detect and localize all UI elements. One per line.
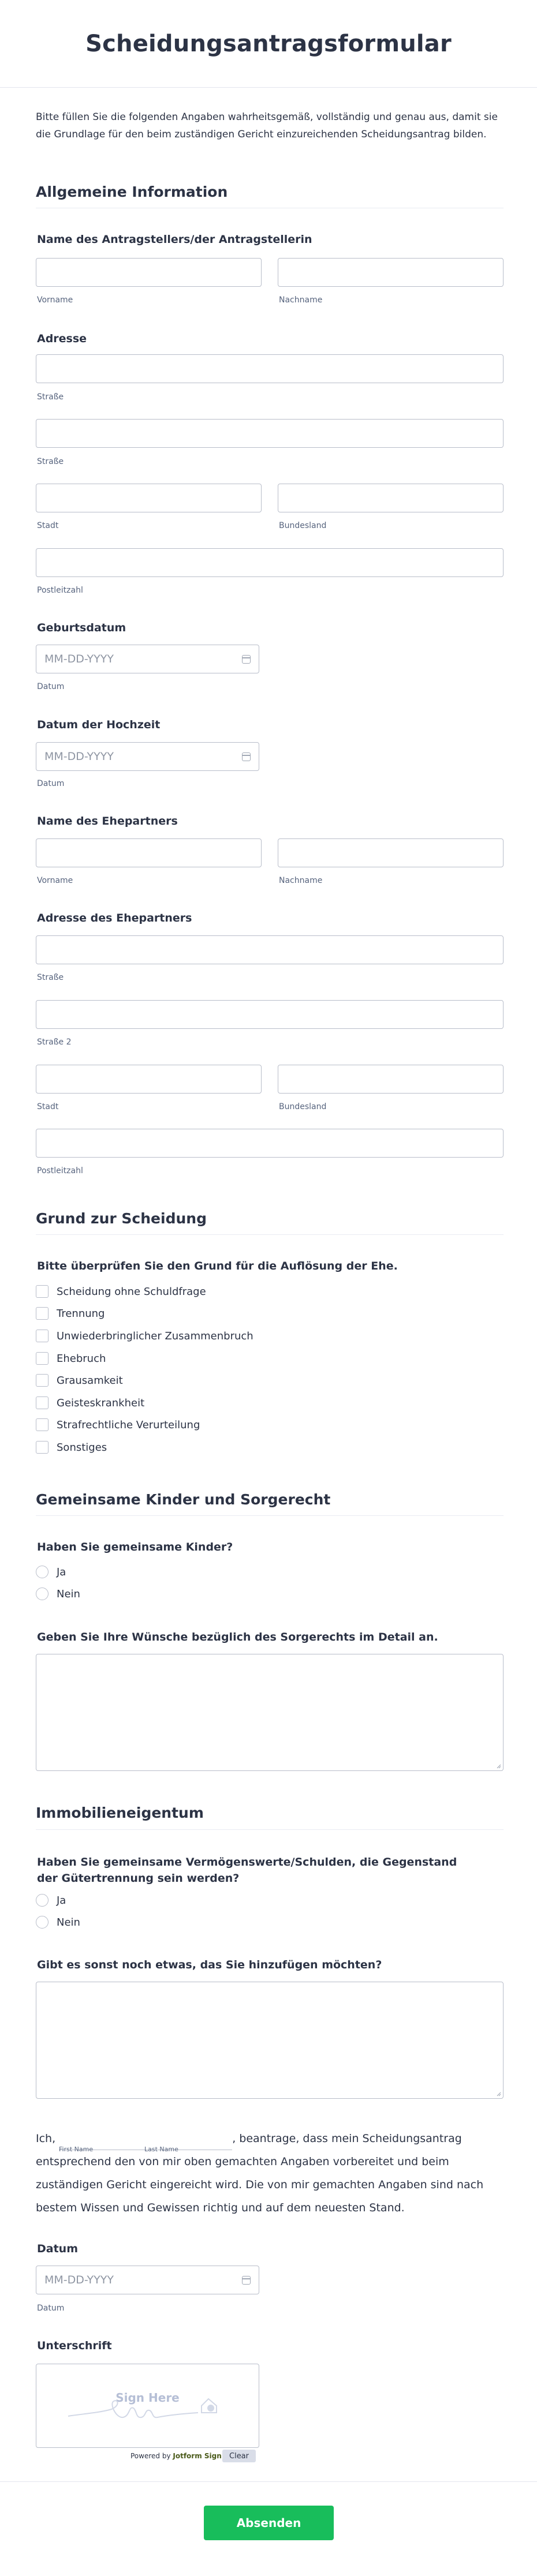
date-label: Datum — [37, 2242, 78, 2255]
checkbox[interactable] — [36, 1396, 49, 1409]
last-name-sublabel: Last Name — [144, 2146, 178, 2153]
resize-handle-icon[interactable] — [495, 2091, 501, 2096]
wedding-date-sublabel: Datum — [37, 779, 65, 788]
state-sublabel: Bundesland — [279, 521, 327, 530]
extra-info-label: Gibt es sonst noch etwas, das Sie hinzufügen möchten? — [37, 1959, 382, 1971]
sign-here-text: Sign Here — [115, 2391, 180, 2405]
checkbox[interactable] — [36, 1418, 49, 1431]
birth-date-label: Geburtsdatum — [37, 621, 126, 634]
signature-label: Unterschrift — [37, 2339, 112, 2352]
checkbox[interactable] — [36, 1285, 49, 1298]
birth-date-sublabel: Datum — [37, 682, 65, 691]
street-2-input[interactable] — [36, 419, 504, 448]
spouse-last-name-sublabel: Nachname — [279, 876, 323, 885]
form-footer — [0, 2481, 537, 2576]
radio[interactable] — [36, 1894, 49, 1907]
checkbox[interactable] — [36, 1330, 49, 1342]
birth-date-placeholder: MM-DD-YYYY — [44, 653, 114, 665]
checkbox[interactable] — [36, 1307, 49, 1320]
reason-option[interactable]: Trennung — [36, 1307, 105, 1320]
first-name-sublabel: First Name — [59, 2146, 94, 2153]
zip-input[interactable] — [36, 548, 504, 577]
form-header — [0, 0, 537, 88]
property-question: Haben Sie gemeinsame Vermögenswerte/Schulden, die Gegenstand der Gütertrennung sein werden? — [37, 1856, 457, 1885]
address-label: Adresse — [37, 332, 87, 345]
spouse-zip-sublabel: Postleitzahl — [37, 1166, 83, 1175]
declaration-line-3: zuständigen Gericht eingereicht wird. Die von mir gemachten Angaben sind nach — [36, 2178, 484, 2191]
submit-button[interactable]: Absenden — [204, 2506, 334, 2540]
street-input[interactable] — [36, 354, 504, 383]
spouse-state-input[interactable] — [278, 1065, 504, 1094]
clear-signature-button[interactable]: Clear — [222, 2450, 256, 2462]
section-divider — [36, 1829, 504, 1830]
applicant-first-name-input[interactable] — [36, 258, 262, 287]
declaration — [36, 2127, 504, 2219]
reason-option[interactable]: Ehebruch — [36, 1352, 106, 1365]
powered-by: Powered by Jotform Sign — [130, 2452, 222, 2460]
spouse-street-sublabel: Straße — [37, 973, 64, 982]
declaration-line-1: Ich, , beantrage, dass mein Scheidungsantrag — [36, 2127, 504, 2150]
wedding-date-label: Datum der Hochzeit — [37, 718, 161, 731]
custody-textarea[interactable] — [36, 1654, 504, 1771]
resize-handle-icon[interactable] — [495, 1763, 501, 1769]
signature-pad[interactable] — [36, 2364, 259, 2448]
property-yes-option[interactable]: Ja — [36, 1894, 66, 1907]
declaration-line-4: bestem Wissen und Gewissen richtig und auf dem neuesten Stand. — [36, 2201, 405, 2214]
date-placeholder: MM-DD-YYYY — [44, 2274, 114, 2286]
spouse-state-sublabel: Bundesland — [279, 1102, 327, 1111]
zip-sublabel: Postleitzahl — [37, 586, 83, 595]
city-input[interactable] — [36, 484, 262, 512]
date-sublabel: Datum — [37, 2304, 65, 2313]
form-intro: Bitte füllen Sie die folgenden Angaben wahrheitsgemäß, vollständig und genau aus, damit sie die Grundlage für den beim zuständigen Gericht einzureichenden Scheidungsantrag bilden. — [36, 111, 498, 140]
spouse-street-input[interactable] — [36, 935, 504, 964]
spouse-city-sublabel: Stadt — [37, 1102, 59, 1111]
section-children-title: Gemeinsame Kinder und Sorgerecht — [36, 1491, 331, 1508]
signature-scribble-icon — [65, 2388, 233, 2429]
city-sublabel: Stadt — [37, 521, 59, 530]
street-sublabel: Straße — [37, 392, 64, 402]
calendar-icon[interactable] — [242, 655, 251, 664]
date-input[interactable] — [36, 2266, 259, 2294]
spouse-address-label: Adresse des Ehepartners — [37, 912, 192, 924]
section-divider — [36, 1234, 504, 1235]
reason-option[interactable]: Geisteskrankheit — [36, 1396, 144, 1409]
property-no-option[interactable]: Nein — [36, 1916, 80, 1929]
section-property-title: Immobilieneigentum — [36, 1804, 204, 1821]
spouse-zip-input[interactable] — [36, 1129, 504, 1158]
spouse-street-2-sublabel: Straße 2 — [37, 1038, 72, 1047]
section-general-title: Allgemeine Information — [36, 184, 228, 200]
radio[interactable] — [36, 1566, 49, 1578]
page-title: Scheidungsantragsformular — [85, 30, 452, 57]
spouse-name-label: Name des Ehepartners — [37, 815, 178, 828]
checkbox[interactable] — [36, 1441, 49, 1454]
extra-info-textarea[interactable] — [36, 1982, 504, 2099]
children-yes-option[interactable]: Ja — [36, 1566, 66, 1578]
reason-question: Bitte überprüfen Sie den Grund für die Auflösung der Ehe. — [37, 1260, 398, 1272]
section-reason-title: Grund zur Scheidung — [36, 1210, 207, 1227]
section-divider — [36, 1515, 504, 1516]
checkbox[interactable] — [36, 1374, 49, 1387]
reason-option[interactable]: Unwiederbringlicher Zusammenbruch — [36, 1330, 253, 1342]
calendar-icon[interactable] — [242, 752, 251, 761]
calendar-icon[interactable] — [242, 2276, 251, 2285]
applicant-last-name-input[interactable] — [278, 258, 504, 287]
spouse-first-name-sublabel: Vorname — [37, 876, 73, 885]
custody-label: Geben Sie Ihre Wünsche bezüglich des Sorgerechts im Detail an. — [37, 1631, 438, 1643]
spouse-first-name-input[interactable] — [36, 838, 262, 867]
birth-date-input[interactable] — [36, 645, 259, 673]
checkbox[interactable] — [36, 1352, 49, 1365]
reason-option[interactable]: Grausamkeit — [36, 1374, 123, 1387]
last-name-sublabel: Nachname — [279, 295, 323, 305]
first-name-sublabel: Vorname — [37, 295, 73, 305]
wedding-date-placeholder: MM-DD-YYYY — [44, 750, 114, 763]
reason-option[interactable]: Strafrechtliche Verurteilung — [36, 1418, 200, 1431]
spouse-last-name-input[interactable] — [278, 838, 504, 867]
children-no-option[interactable]: Nein — [36, 1587, 80, 1600]
declaration-line-2: entsprechend den von mir oben gemachten Angaben vorbereitet und beim — [36, 2155, 449, 2168]
children-question: Haben Sie gemeinsame Kinder? — [37, 1541, 233, 1553]
reason-option[interactable]: Scheidung ohne Schuldfrage — [36, 1285, 206, 1298]
applicant-name-label: Name des Antragstellers/der Antragstellerin — [37, 233, 312, 246]
radio[interactable] — [36, 1587, 49, 1600]
wedding-date-input[interactable] — [36, 742, 259, 771]
street-2-sublabel: Straße — [37, 457, 64, 466]
spouse-city-input[interactable] — [36, 1065, 262, 1094]
spouse-street-2-input[interactable] — [36, 1000, 504, 1029]
radio[interactable] — [36, 1916, 49, 1929]
reason-option[interactable]: Sonstiges — [36, 1441, 107, 1454]
state-input[interactable] — [278, 484, 504, 512]
